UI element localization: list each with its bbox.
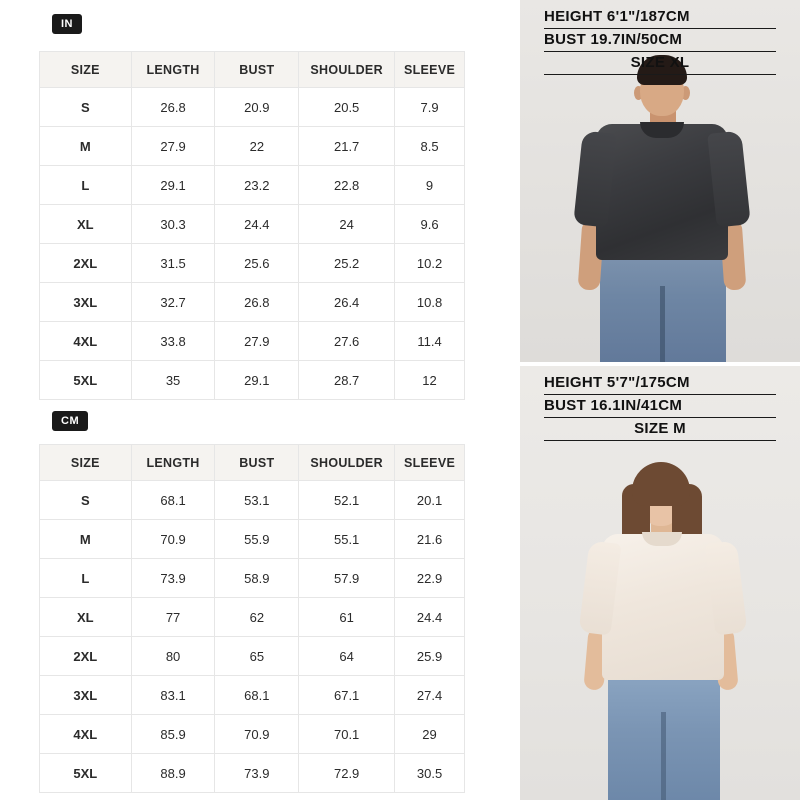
cell-sleeve: 10.8 xyxy=(395,283,465,322)
cell-bust: 22 xyxy=(215,127,299,166)
female-size-label: SIZE M xyxy=(544,418,776,441)
cell-sleeve: 20.1 xyxy=(395,481,465,520)
cell-bust: 68.1 xyxy=(215,676,299,715)
cell-sleeve: 9.6 xyxy=(395,205,465,244)
cell-length: 88.9 xyxy=(131,754,215,793)
column-header-sleeve: SLEEVE xyxy=(395,445,465,481)
column-header-length: LENGTH xyxy=(131,445,215,481)
model-photos-column xyxy=(520,0,800,800)
female-bust-label: BUST 16.1IN/41CM xyxy=(544,395,776,418)
column-header-size: SIZE xyxy=(40,445,132,481)
cell-bust: 58.9 xyxy=(215,559,299,598)
cell-length: 83.1 xyxy=(131,676,215,715)
cell-size: 5XL xyxy=(40,754,132,793)
column-header-bust: BUST xyxy=(215,445,299,481)
cell-sleeve: 24.4 xyxy=(395,598,465,637)
cell-length: 27.9 xyxy=(131,127,215,166)
cell-length: 85.9 xyxy=(131,715,215,754)
table-row xyxy=(40,166,465,205)
cell-length: 29.1 xyxy=(131,166,215,205)
unit-badge-inches: IN xyxy=(52,14,82,34)
cell-shoulder: 52.1 xyxy=(299,481,395,520)
cell-size: 2XL xyxy=(40,244,132,283)
cell-shoulder: 57.9 xyxy=(299,559,395,598)
cell-size: 3XL xyxy=(40,676,132,715)
table-row xyxy=(40,637,465,676)
table-row xyxy=(40,559,465,598)
cell-shoulder: 64 xyxy=(299,637,395,676)
table-row xyxy=(40,754,465,793)
column-header-shoulder: SHOULDER xyxy=(299,445,395,481)
cell-shoulder: 21.7 xyxy=(299,127,395,166)
cell-bust: 70.9 xyxy=(215,715,299,754)
cell-length: 80 xyxy=(131,637,215,676)
column-header-size: SIZE xyxy=(40,52,132,88)
cell-size: 5XL xyxy=(40,361,132,400)
cell-size: 3XL xyxy=(40,283,132,322)
male-model-photo xyxy=(520,0,800,362)
cell-length: 73.9 xyxy=(131,559,215,598)
cell-shoulder: 55.1 xyxy=(299,520,395,559)
cell-size: 2XL xyxy=(40,637,132,676)
cell-shoulder: 61 xyxy=(299,598,395,637)
cell-sleeve: 12 xyxy=(395,361,465,400)
cell-bust: 62 xyxy=(215,598,299,637)
cell-length: 30.3 xyxy=(131,205,215,244)
cell-sleeve: 11.4 xyxy=(395,322,465,361)
male-height-label: HEIGHT 6'1"/187CM xyxy=(544,6,776,29)
cell-length: 77 xyxy=(131,598,215,637)
cell-shoulder: 22.8 xyxy=(299,166,395,205)
cell-shoulder: 67.1 xyxy=(299,676,395,715)
cell-shoulder: 72.9 xyxy=(299,754,395,793)
cell-length: 32.7 xyxy=(131,283,215,322)
cell-shoulder: 28.7 xyxy=(299,361,395,400)
cell-sleeve: 30.5 xyxy=(395,754,465,793)
table-header-row xyxy=(40,52,465,88)
cell-bust: 25.6 xyxy=(215,244,299,283)
table-row xyxy=(40,322,465,361)
female-model-specs xyxy=(520,366,800,441)
column-header-sleeve: SLEEVE xyxy=(395,52,465,88)
cell-length: 26.8 xyxy=(131,88,215,127)
size-table-inches xyxy=(39,51,465,400)
cell-sleeve: 10.2 xyxy=(395,244,465,283)
table-row xyxy=(40,244,465,283)
column-header-shoulder: SHOULDER xyxy=(299,52,395,88)
cell-length: 70.9 xyxy=(131,520,215,559)
cell-size: M xyxy=(40,127,132,166)
unit-badge-centimeters: CM xyxy=(52,411,88,431)
table-row xyxy=(40,520,465,559)
cell-bust: 20.9 xyxy=(215,88,299,127)
cell-bust: 55.9 xyxy=(215,520,299,559)
cell-sleeve: 9 xyxy=(395,166,465,205)
male-bust-label: BUST 19.7IN/50CM xyxy=(544,29,776,52)
cell-length: 35 xyxy=(131,361,215,400)
cell-sleeve: 22.9 xyxy=(395,559,465,598)
cell-shoulder: 24 xyxy=(299,205,395,244)
table-row xyxy=(40,88,465,127)
cell-bust: 26.8 xyxy=(215,283,299,322)
cell-shoulder: 70.1 xyxy=(299,715,395,754)
size-table-centimeters xyxy=(39,444,465,793)
cell-bust: 65 xyxy=(215,637,299,676)
table-row xyxy=(40,715,465,754)
table-row xyxy=(40,205,465,244)
column-header-length: LENGTH xyxy=(131,52,215,88)
cell-length: 31.5 xyxy=(131,244,215,283)
female-model-photo xyxy=(520,366,800,800)
cell-length: 33.8 xyxy=(131,322,215,361)
cell-shoulder: 25.2 xyxy=(299,244,395,283)
cell-size: L xyxy=(40,166,132,205)
cell-shoulder: 26.4 xyxy=(299,283,395,322)
cell-sleeve: 25.9 xyxy=(395,637,465,676)
table-row xyxy=(40,361,465,400)
table-row xyxy=(40,481,465,520)
table-row xyxy=(40,283,465,322)
cell-bust: 53.1 xyxy=(215,481,299,520)
cell-size: 4XL xyxy=(40,715,132,754)
cell-shoulder: 20.5 xyxy=(299,88,395,127)
cell-size: S xyxy=(40,481,132,520)
cell-size: M xyxy=(40,520,132,559)
male-jeans xyxy=(600,252,726,362)
table-header-row xyxy=(40,445,465,481)
cell-bust: 27.9 xyxy=(215,322,299,361)
female-height-label: HEIGHT 5'7"/175CM xyxy=(544,372,776,395)
column-header-bust: BUST xyxy=(215,52,299,88)
cell-length: 68.1 xyxy=(131,481,215,520)
cell-shoulder: 27.6 xyxy=(299,322,395,361)
cell-size: S xyxy=(40,88,132,127)
cell-bust: 24.4 xyxy=(215,205,299,244)
cell-bust: 23.2 xyxy=(215,166,299,205)
female-jeans xyxy=(608,672,720,800)
table-row xyxy=(40,598,465,637)
table-row xyxy=(40,127,465,166)
cell-bust: 29.1 xyxy=(215,361,299,400)
cell-bust: 73.9 xyxy=(215,754,299,793)
cell-sleeve: 29 xyxy=(395,715,465,754)
cell-sleeve: 21.6 xyxy=(395,520,465,559)
male-model-specs xyxy=(520,0,800,75)
cell-sleeve: 27.4 xyxy=(395,676,465,715)
table-row xyxy=(40,676,465,715)
cell-sleeve: 7.9 xyxy=(395,88,465,127)
cell-size: XL xyxy=(40,598,132,637)
cell-size: XL xyxy=(40,205,132,244)
cell-size: L xyxy=(40,559,132,598)
male-size-label: SIZE XL xyxy=(544,52,776,75)
cell-sleeve: 8.5 xyxy=(395,127,465,166)
cell-size: 4XL xyxy=(40,322,132,361)
